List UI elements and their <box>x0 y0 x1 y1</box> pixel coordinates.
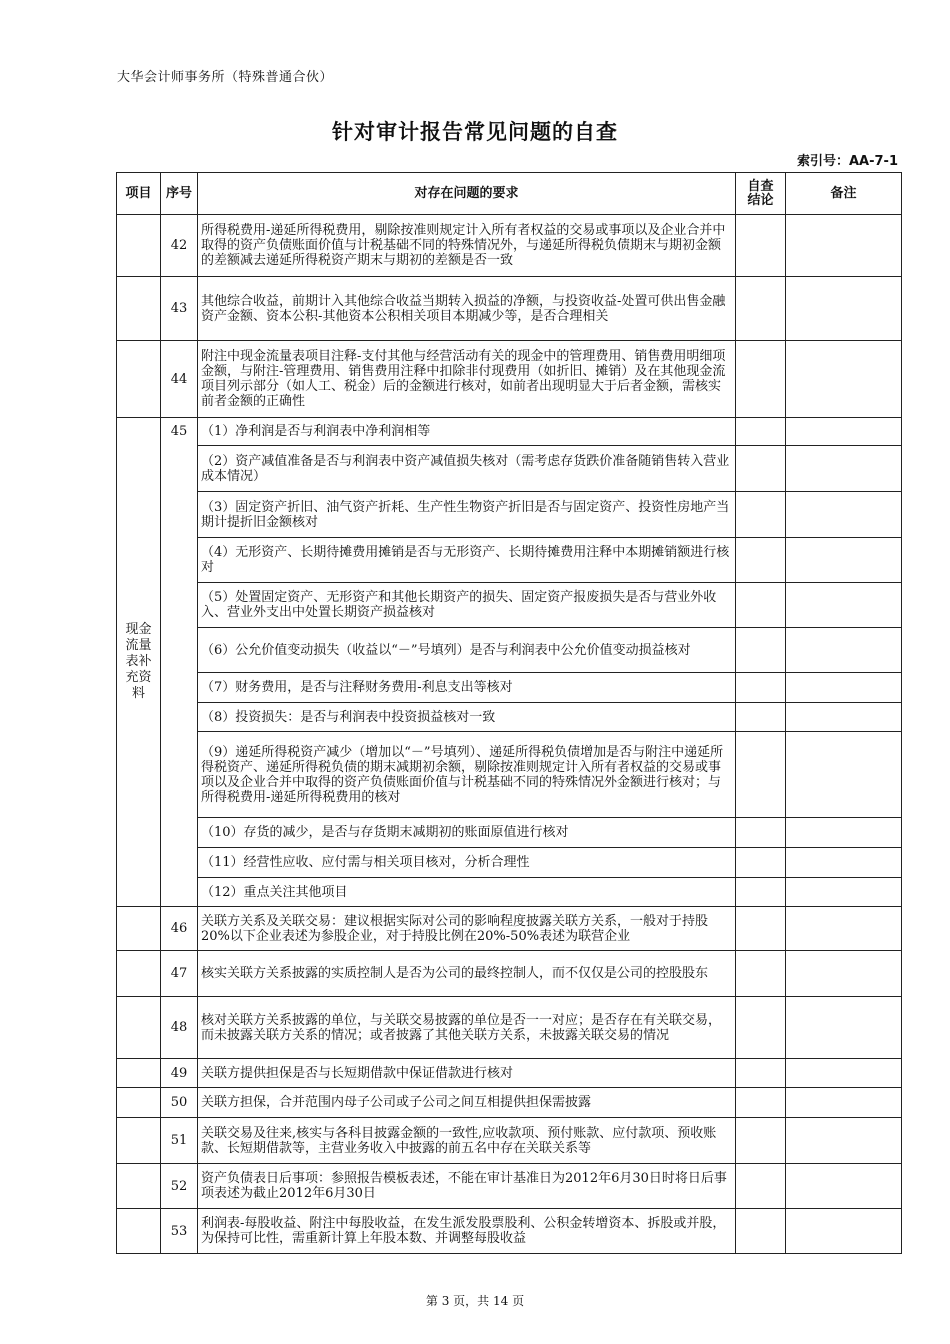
conclusion-cell[interactable] <box>736 1059 786 1088</box>
table-row <box>117 1118 902 1164</box>
seq-cell: 46 <box>161 907 198 951</box>
table-row <box>117 878 902 907</box>
table-row <box>117 538 902 583</box>
requirement-cell: 关联交易及往来,核实与各科目披露金额的一致性,应收款项、预付账款、应付款项、预收账款、长短期借款等，主营业务收入中披露的前五名中存在关联关系等 <box>198 1118 736 1164</box>
conclusion-cell[interactable] <box>736 538 786 583</box>
page-title: 针对审计报告常见问题的自查 <box>332 120 618 144</box>
remark-cell[interactable] <box>786 446 902 492</box>
table-row <box>117 492 902 538</box>
table-row <box>117 997 902 1059</box>
requirement-cell: 核实关联方关系披露的实质控制人是否为公司的最终控制人，而不仅仅是公司的控股股东 <box>198 951 736 997</box>
remark-cell[interactable] <box>786 583 902 628</box>
category-cashflow-supplement <box>117 418 161 907</box>
conclusion-cell[interactable] <box>736 848 786 878</box>
table-row <box>117 848 902 878</box>
category-cell <box>117 997 161 1059</box>
table-row <box>117 818 902 848</box>
table-row <box>117 907 902 951</box>
column-header-conclusion <box>736 173 786 215</box>
remark-cell[interactable] <box>786 277 902 341</box>
conclusion-cell[interactable] <box>736 997 786 1059</box>
requirement-cell: （3）固定资产折旧、油气资产折耗、生产性生物资产折旧是否与固定资产、投资性房地产当期计提折旧金额核对 <box>198 492 736 538</box>
seq-cell: 51 <box>161 1118 198 1164</box>
category-cashflow-text: 现金流量表补充资料 <box>125 622 152 701</box>
conclusion-cell[interactable] <box>736 703 786 732</box>
category-cell <box>117 341 161 418</box>
remark-cell[interactable] <box>786 1164 902 1209</box>
category-cell <box>117 1088 161 1118</box>
column-header-seq: 序号 <box>161 173 198 215</box>
table-row <box>117 1088 902 1118</box>
remark-cell[interactable] <box>786 418 902 446</box>
remark-cell[interactable] <box>786 215 902 277</box>
conclusion-cell[interactable] <box>736 446 786 492</box>
remark-cell[interactable] <box>786 673 902 703</box>
remark-cell[interactable] <box>786 907 902 951</box>
conclusion-cell[interactable] <box>736 951 786 997</box>
seq-cell: 53 <box>161 1209 198 1254</box>
conclusion-cell[interactable] <box>736 818 786 848</box>
requirement-cell: （9）递延所得税资产减少（增加以“－”号填列）、递延所得税负债增加是否与附注中递延所得税资产、递延所得税负债的期末减期初余额，剔除按准则规定计入所有者权益的交易或事项以及企业合并中取得的资产负债账面价值与计税基础不同的特殊情况外金额进行核对；与所得税费用-递延所得税费用的核对 <box>198 732 736 818</box>
table-row <box>117 1164 902 1209</box>
seq-cell: 48 <box>161 997 198 1059</box>
seq-cell: 49 <box>161 1059 198 1088</box>
seq-cell: 52 <box>161 1164 198 1209</box>
table-row <box>117 1059 902 1088</box>
requirement-cell: （12）重点关注其他项目 <box>198 878 736 907</box>
remark-cell[interactable] <box>786 492 902 538</box>
category-cell <box>117 1164 161 1209</box>
category-cell <box>117 1118 161 1164</box>
firm-name: 大华会计师事务所（特殊普通合伙） <box>117 70 334 85</box>
conclusion-cell[interactable] <box>736 1209 786 1254</box>
category-cell <box>117 1059 161 1088</box>
category-cell <box>117 951 161 997</box>
conclusion-cell[interactable] <box>736 673 786 703</box>
requirement-cell: （4）无形资产、长期待摊费用摊销是否与无形资产、长期待摊费用注释中本期摊销额进行核对 <box>198 538 736 583</box>
remark-cell[interactable] <box>786 1118 902 1164</box>
table-row <box>117 341 902 418</box>
conclusion-cell[interactable] <box>736 418 786 446</box>
requirement-cell: 资产负债表日后事项：参照报告模板表述，不能在审计基准日为2012年6月30日时将日后事项表述为截止2012年6月30日 <box>198 1164 736 1209</box>
table-row <box>117 583 902 628</box>
requirement-cell: （7）财务费用，是否与注释财务费用-利息支出等核对 <box>198 673 736 703</box>
category-cell <box>117 277 161 341</box>
table-row <box>117 1209 902 1254</box>
column-header-requirement: 对存在问题的要求 <box>198 173 736 215</box>
column-header-category: 项目 <box>117 173 161 215</box>
category-cell <box>117 907 161 951</box>
requirement-cell: （10）存货的减少，是否与存货期末减期初的账面原值进行核对 <box>198 818 736 848</box>
remark-cell[interactable] <box>786 341 902 418</box>
conclusion-cell[interactable] <box>736 583 786 628</box>
requirement-cell: 关联方提供担保是否与长短期借款中保证借款进行核对 <box>198 1059 736 1088</box>
seq-cell: 43 <box>161 277 198 341</box>
table-row <box>117 703 902 732</box>
requirement-cell: （5）处置固定资产、无形资产和其他长期资产的损失、固定资产报废损失是否与营业外收入、营业外支出中处置长期资产损益核对 <box>198 583 736 628</box>
requirement-cell: （2）资产减值准备是否与利润表中资产减值损失核对（需考虑存货跌价准备随销售转入营业成本情况） <box>198 446 736 492</box>
category-cell <box>117 1209 161 1254</box>
remark-cell[interactable] <box>786 1088 902 1118</box>
requirement-cell: （1）净利润是否与利润表中净利润相等 <box>198 418 736 446</box>
remark-cell[interactable] <box>786 997 902 1059</box>
remark-cell[interactable] <box>786 1059 902 1088</box>
remark-cell[interactable] <box>786 878 902 907</box>
conclusion-cell[interactable] <box>736 1118 786 1164</box>
remark-cell[interactable] <box>786 848 902 878</box>
conclusion-cell[interactable] <box>736 341 786 418</box>
requirement-cell: 关联方担保，合并范围内母子公司或子公司之间互相提供担保需披露 <box>198 1088 736 1118</box>
requirement-cell: 利润表-每股收益、附注中每股收益，在发生派发股票股利、公积金转增资本、拆股或并股，为保持可比性，需重新计算上年股本数、并调整每股收益 <box>198 1209 736 1254</box>
conclusion-cell[interactable] <box>736 628 786 673</box>
table-row <box>117 446 902 492</box>
remark-cell[interactable] <box>786 951 902 997</box>
table-row <box>117 732 902 818</box>
remark-cell[interactable] <box>786 703 902 732</box>
table-row <box>117 628 902 673</box>
table-header-row <box>117 173 902 215</box>
requirement-cell: （8）投资损失：是否与利润表中投资损益核对一致 <box>198 703 736 732</box>
column-header-remark: 备注 <box>786 173 902 215</box>
requirement-cell: 关联方关系及关联交易：建议根据实际对公司的影响程度披露关联方关系，一般对于持股20%以下企业表述为参股企业，对于持股比例在20%-50%表述为联营企业 <box>198 907 736 951</box>
requirement-cell: 其他综合收益，前期计入其他综合收益当期转入损益的净额，与投资收益-处置可供出售金融资产金额、资本公积-其他资本公积相关项目本期减少等，是否合理相关 <box>198 277 736 341</box>
reference-number: 索引号：AA-7-1 <box>796 154 898 169</box>
category-cell <box>117 215 161 277</box>
seq-cell: 47 <box>161 951 198 997</box>
table-row <box>117 951 902 997</box>
table-row <box>117 418 902 446</box>
audit-checklist-table <box>116 172 902 1254</box>
requirement-cell: （6）公允价值变动损失（收益以“－”号填列）是否与利润表中公允价值变动损益核对 <box>198 628 736 673</box>
conclusion-cell[interactable] <box>736 277 786 341</box>
page-number: 第 3 页，共 14 页 <box>425 1294 525 1308</box>
conclusion-cell[interactable] <box>736 1164 786 1209</box>
conclusion-cell[interactable] <box>736 492 786 538</box>
table-row <box>117 277 902 341</box>
conclusion-cell[interactable] <box>736 878 786 907</box>
remark-cell[interactable] <box>786 818 902 848</box>
conclusion-header-text: 自查结论 <box>747 178 774 208</box>
requirement-cell: 附注中现金流量表项目注释-支付其他与经营活动有关的现金中的管理费用、销售费用明细项金额，与附注-管理费用、销售费用注释中扣除非付现费用（如折旧、摊销）及在其他现金流项目列示部分（如人工、税金）后的金额进行核对，如前者出现明显大于后者金额，需核实前者金额的正确性 <box>198 341 736 418</box>
remark-cell[interactable] <box>786 538 902 583</box>
conclusion-cell[interactable] <box>736 732 786 818</box>
requirement-cell: 核对关联方关系披露的单位，与关联交易披露的单位是否一一对应；是否存在有关联交易，而未披露关联方关系的情况；或者披露了其他关联方关系，未披露关联交易的情况 <box>198 997 736 1059</box>
conclusion-cell[interactable] <box>736 215 786 277</box>
table-row <box>117 673 902 703</box>
seq-cell: 45 <box>161 418 198 907</box>
table-row <box>117 215 902 277</box>
remark-cell[interactable] <box>786 1209 902 1254</box>
remark-cell[interactable] <box>786 732 902 818</box>
requirement-cell: （11）经营性应收、应付需与相关项目核对，分析合理性 <box>198 848 736 878</box>
requirement-cell: 所得税费用-递延所得税费用，剔除按准则规定计入所有者权益的交易或事项以及企业合并中取得的资产负债账面价值与计税基础不同的特殊情况外，与递延所得税负债期末与期初金额的差额减去递延所得税资产期末与期初的差额是否一致 <box>198 215 736 277</box>
seq-cell: 44 <box>161 341 198 418</box>
seq-cell: 50 <box>161 1088 198 1118</box>
conclusion-cell[interactable] <box>736 1088 786 1118</box>
conclusion-cell[interactable] <box>736 907 786 951</box>
remark-cell[interactable] <box>786 628 902 673</box>
seq-cell: 42 <box>161 215 198 277</box>
